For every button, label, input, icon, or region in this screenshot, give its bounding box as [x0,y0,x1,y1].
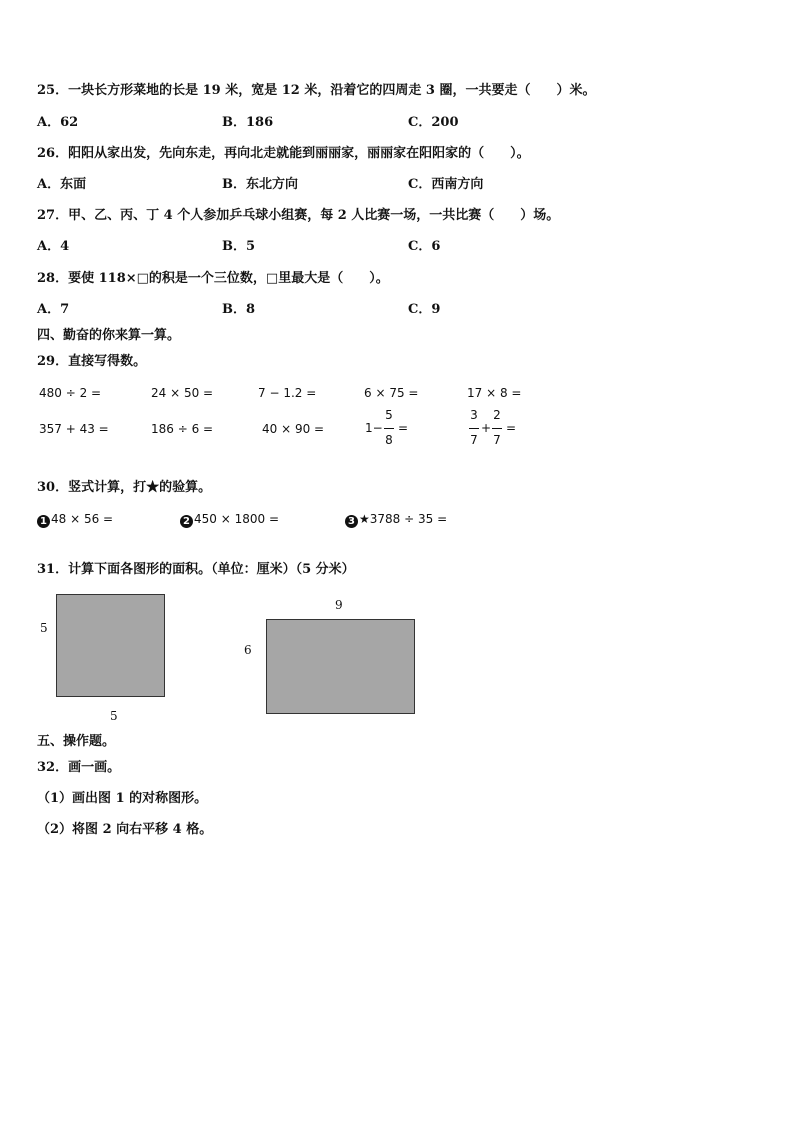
vertical-calc-3-expr: ★3788 ÷ 35 = [359,512,448,526]
question-28-text: 28．要使 118×□的积是一个三位数，□里最大是（ ）。 [37,271,389,286]
circled-number-3-icon: 3 [345,515,358,528]
q25-option-c: C．200 [408,115,459,130]
vertical-calc-3 [345,511,447,528]
calc-7-minus-1-2: 7 − 1.2 = [258,386,317,400]
rectangle-top-label: 9 [335,598,343,612]
q25-option-b: B．186 [222,115,274,130]
frac2-plus: + [481,421,492,435]
circled-number-2-icon: 2 [180,515,193,528]
q28-option-a: A．7 [37,302,70,317]
frac1-numerator: 5 [385,408,393,422]
q26-option-c: C．西南方向 [408,177,484,192]
frac2-numerator-b: 2 [493,408,501,422]
question-31-title: 31．计算下面各图形的面积。（单位：厘米）（5 分米） [37,562,355,577]
vertical-calc-2 [180,511,279,528]
frac1-bar [384,428,394,429]
section-4-heading: 四、勤奋的你来算一算。 [37,328,181,343]
frac1-denominator: 8 [385,433,393,447]
vertical-calc-1 [37,511,113,528]
calc-357-plus-43: 357 + 43 = [39,422,109,436]
calc-6-times-75: 6 × 75 = [364,386,419,400]
square-bottom-label: 5 [110,709,118,723]
question-25-text: 25．一块长方形菜地的长是 19 米，宽是 12 米，沿着它的四周走 3 圈，一共要走（ ）米。 [37,83,596,98]
question-29-title: 29．直接写得数。 [37,354,147,369]
calc-fraction-sum [468,408,528,450]
calc-186-div-6: 186 ÷ 6 = [151,422,214,436]
rectangle-left-label: 6 [244,643,252,657]
q28-option-b: B．8 [222,302,256,317]
q27-option-a: A．4 [37,239,70,254]
calc-24-times-50: 24 × 50 = [151,386,214,400]
frac2-equals: = [506,421,517,435]
square-shape [56,594,165,697]
frac1-prefix: 1− [365,421,383,435]
q26-option-b: B．东北方向 [222,177,298,192]
question-27-text: 27．甲、乙、丙、丁 4 个人参加乒乓球小组赛，每 2 人比赛一场，一共比赛（ ）场。 [37,208,560,223]
vertical-calc-2-expr: 450 × 1800 = [194,512,279,526]
q27-option-c: C．6 [408,239,441,254]
rectangle-shape [266,619,415,714]
frac2-numerator-a: 3 [470,408,478,422]
circled-number-1-icon: 1 [37,515,50,528]
vertical-calc-1-expr: 48 × 56 = [51,512,114,526]
question-30-title: 30．竖式计算，打★的验算。 [37,480,212,495]
calc-480-div-2: 480 ÷ 2 = [39,386,102,400]
question-32-sub-1: （1）画出图 1 的对称图形。 [37,791,208,806]
question-26-text: 26．阳阳从家出发，先向东走，再向北走就能到丽丽家，丽丽家在阳阳家的（ ）。 [37,146,530,161]
frac2-bar-a [469,428,479,429]
q27-option-b: B．5 [222,239,256,254]
frac2-denominator-a: 7 [470,433,478,447]
frac2-bar-b [492,428,502,429]
section-5-heading: 五、操作题。 [37,734,116,749]
q26-option-a: A．东面 [37,177,87,192]
square-left-label: 5 [40,621,48,635]
calc-40-times-90: 40 × 90 = [262,422,325,436]
frac1-equals: = [398,421,409,435]
question-32-sub-2: （2）将图 2 向右平移 4 格。 [37,822,213,837]
question-32-title: 32．画一画。 [37,760,121,775]
calc-17-times-8: 17 × 8 = [467,386,522,400]
q28-option-c: C．9 [408,302,441,317]
frac2-denominator-b: 7 [493,433,501,447]
q25-option-a: A．62 [37,115,79,130]
calc-1-minus-fraction [365,408,415,450]
